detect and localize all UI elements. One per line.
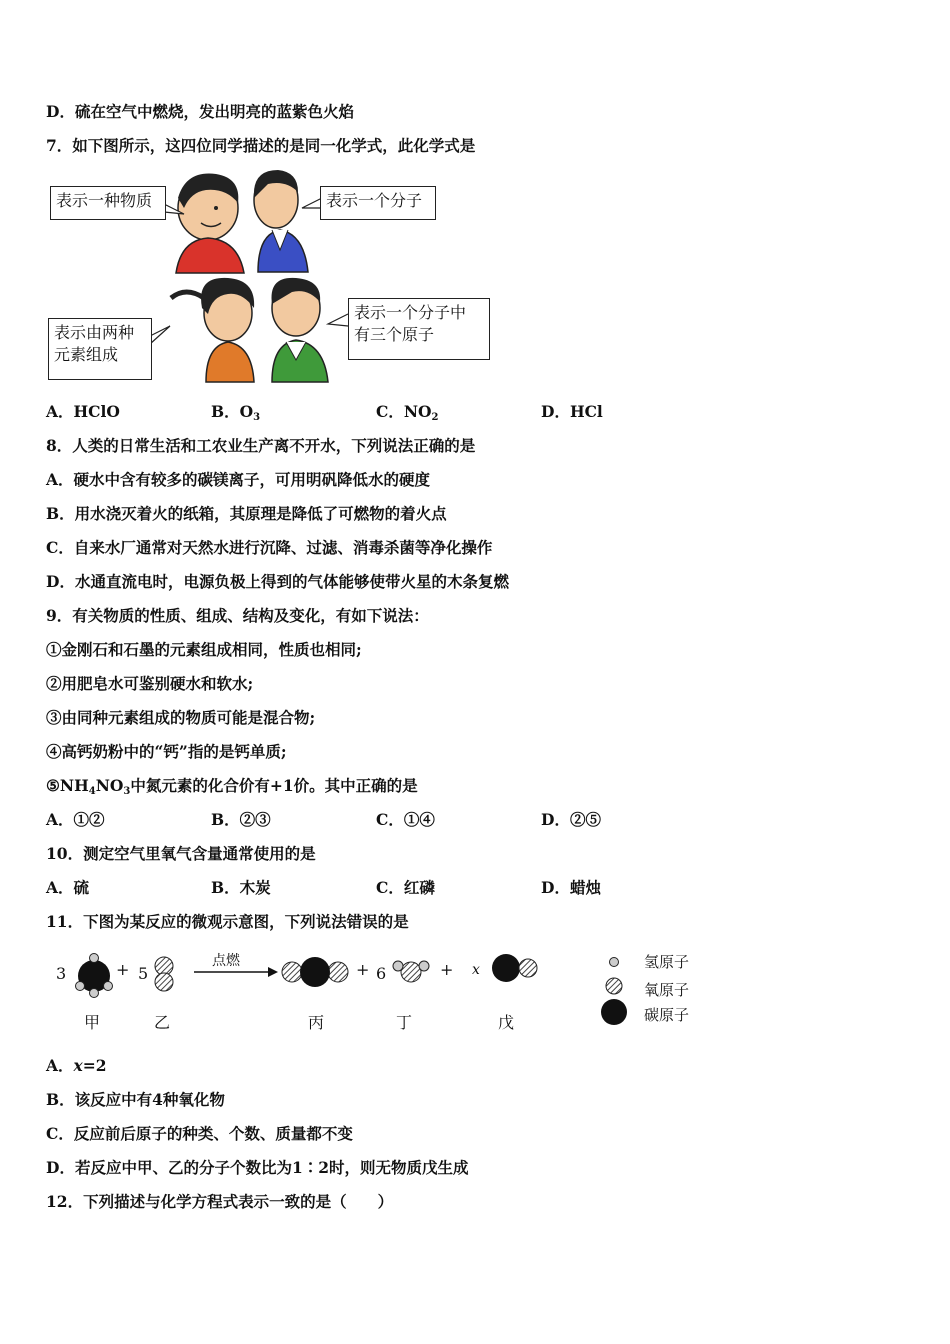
coef-wu: x (472, 962, 480, 978)
legend-carbon: 碳原子 (644, 1006, 690, 1024)
q7-figure (46, 168, 496, 384)
q11-option-d[interactable]: D．若反应中甲、乙的分子个数比为1∶2时，则无物质戊生成 (46, 1158, 469, 1177)
legend-oxygen: 氧原子 (644, 981, 690, 999)
bubble-one-substance: 表示一种物质 (50, 186, 166, 220)
q9-option-a[interactable]: A．①② (46, 810, 105, 829)
reaction-molecules (46, 946, 706, 1036)
coef-yi: 5 (138, 964, 149, 983)
coef-jia: 3 (56, 964, 67, 983)
q9-item-4: ④高钙奶粉中的“钙”指的是钙单质; (46, 742, 287, 761)
q6-option-d: D．硫在空气中燃烧，发出明亮的蓝紫色火焰 (46, 102, 354, 121)
label-jia: 甲 (84, 1013, 101, 1032)
q10-option-c[interactable]: C．红磷 (376, 878, 435, 897)
q8-option-d[interactable]: D．水通直流电时，电源负极上得到的气体能够使带火星的木条复燃 (46, 572, 509, 591)
bubble-three-atoms: 表示一个分子中 有三个原子 (348, 298, 490, 360)
plus-2: + (356, 960, 370, 979)
q9-option-d[interactable]: D．②⑤ (541, 810, 601, 829)
student-girl (171, 278, 254, 382)
q7-stem: 7．如下图所示，这四位同学描述的是同一化学式，此化学式是 (46, 136, 476, 155)
condition-ignite: 点燃 (212, 953, 240, 969)
molecule-ding (393, 961, 429, 982)
legend-carbon-icon (601, 999, 627, 1025)
q12-stem: 12．下列描述与化学方程式表示一致的是（ ） (46, 1192, 394, 1211)
q7-option-b[interactable]: B．$O_3$ (211, 402, 261, 423)
q10-option-d[interactable]: D．蜡烛 (541, 878, 601, 897)
molecule-jia (76, 954, 113, 998)
label-wu: 戊 (498, 1013, 515, 1032)
q8-stem: 8．人类的日常生活和工农业生产离不开水，下列说法正确的是 (46, 436, 476, 455)
bubble-two-elements: 表示由两种 元素组成 (48, 318, 152, 380)
student-boy-1 (176, 174, 244, 274)
q9-item-1: ①金刚石和石墨的元素组成相同，性质也相同; (46, 640, 362, 659)
q9-item-3: ③由同种元素组成的物质可能是混合物; (46, 708, 316, 727)
bubble-one-molecule: 表示一个分子 (320, 186, 436, 220)
q8-option-a[interactable]: A．硬水中含有较多的碳镁离子，可用明矾降低水的硬度 (46, 470, 431, 489)
legend-hydrogen: 氢原子 (644, 953, 690, 971)
q10-option-a[interactable]: A．硫 (46, 878, 90, 897)
label-yi: 乙 (154, 1013, 171, 1032)
molecule-yi (155, 957, 173, 991)
q7-option-a[interactable]: A．HClO (46, 402, 120, 421)
q10-option-b[interactable]: B．木炭 (211, 878, 271, 897)
molecule-bing (282, 957, 348, 987)
plus-1: + (116, 960, 130, 979)
q9-stem: 9．有关物质的性质、组成、结构及变化，有如下说法： (46, 606, 429, 625)
q11-option-b[interactable]: B．该反应中有4种氧化物 (46, 1090, 225, 1109)
coef-ding: 6 (376, 964, 387, 983)
q11-option-c[interactable]: C．反应前后原子的种类、个数、质量都不变 (46, 1124, 353, 1143)
q8-option-c[interactable]: C．自来水厂通常对天然水进行沉降、过滤、消毒杀菌等净化操作 (46, 538, 493, 557)
q8-option-b[interactable]: B．用水浇灭着火的纸箱，其原理是降低了可燃物的着火点 (46, 504, 447, 523)
student-boy-3 (272, 278, 329, 382)
q7-option-d[interactable]: D．HCl (541, 402, 603, 421)
q9-option-c[interactable]: C．①④ (376, 810, 435, 829)
student-boy-2 (254, 170, 308, 272)
q9-item-5: $⑤NH_4NO_3$中氮元素的化合价有+1价。其中正确的是 (46, 776, 418, 797)
plus-3: + (440, 960, 454, 979)
q11-option-a[interactable]: A．x=2 (46, 1056, 107, 1075)
q9-item-2: ②用肥皂水可鉴别硬水和软水; (46, 674, 254, 693)
q11-stem: 11．下图为某反应的微观示意图，下列说法错误的是 (46, 912, 409, 931)
molecule-wu (492, 954, 537, 982)
legend-hydrogen-icon (610, 958, 619, 967)
q10-stem: 10．测定空气里氧气含量通常使用的是 (46, 844, 316, 863)
label-bing: 丙 (308, 1013, 325, 1032)
legend-oxygen-icon (606, 978, 622, 994)
reaction-diagram (46, 946, 706, 1036)
q7-option-c[interactable]: C．$NO_2$ (376, 402, 439, 423)
q9-option-b[interactable]: B．②③ (211, 810, 271, 829)
label-ding: 丁 (396, 1013, 413, 1032)
